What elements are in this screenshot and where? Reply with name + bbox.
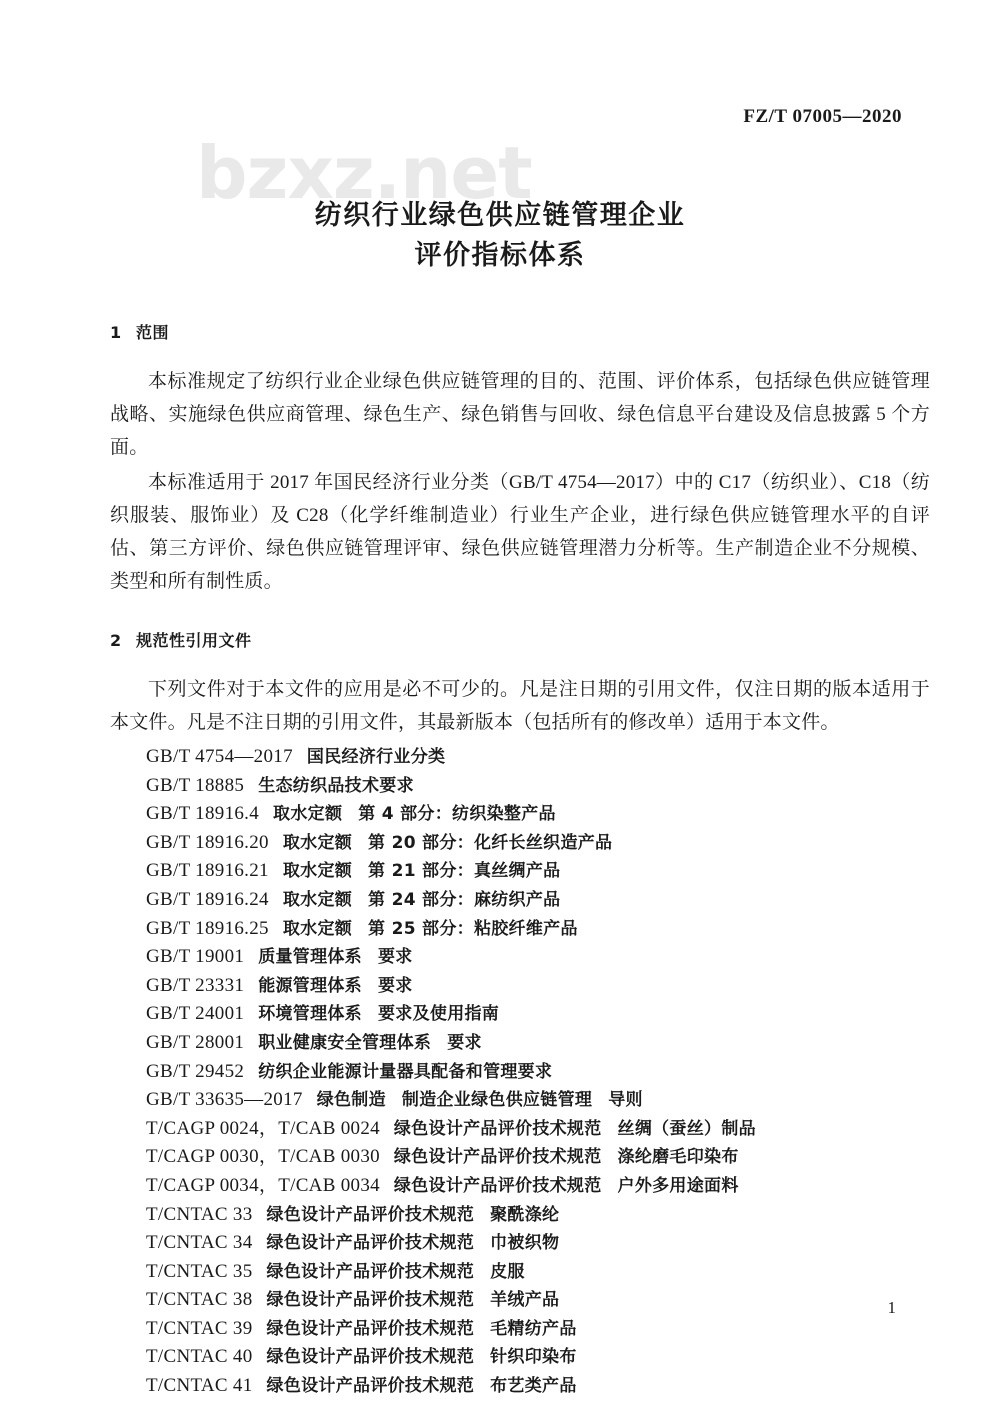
reference-code: T/CNTAC 38 [146,1289,253,1311]
reference-list-item [110,1143,930,1172]
reference-code: GB/T 29452 [146,1060,245,1082]
reference-list-item [110,1172,930,1201]
reference-list-item [110,972,930,1001]
reference-part: 制造企业绿色供应链管理 [401,1090,593,1111]
reference-title: 绿色设计产品评价技术规范 [266,1376,475,1397]
reference-list-item [110,829,930,858]
reference-part: 第 25 部分：粘胶纤维产品 [368,918,578,939]
reference-part: 羊绒产品 [490,1290,560,1311]
reference-code: GB/T 28001 [146,1031,245,1053]
reference-title: 绿色设计产品评价技术规范 [393,1175,602,1196]
section-2-paragraph-1: 下列文件对于本文件的应用是必不可少的。凡是注日期的引用文件，仅注日期的版本适用于本文件。凡是不注日期的引用文件，其最新版本（包括所有的修改单）适用于本文件。 [110,679,930,733]
page-number: 1 [887,1298,896,1317]
document-title [0,196,1000,276]
reference-title: 取水定额 [282,832,353,853]
reference-title: 环境管理体系 [258,1004,362,1025]
reference-code: GB/T 19001 [146,946,245,968]
reference-part: 要求 [447,1032,482,1053]
reference-list-item [110,1086,930,1115]
reference-part: 要求 [378,975,413,996]
normative-reference-list [110,743,930,1401]
reference-list-item [110,1058,930,1087]
section-1-heading [110,320,930,343]
reference-list-item [110,800,930,829]
document-title-line-2: 评价指标体系 [414,240,586,271]
reference-code: T/CNTAC 35 [146,1260,253,1282]
reference-code: GB/T 4754—2017 [146,746,293,767]
reference-part: 巾被织物 [490,1233,560,1254]
reference-code: T/CNTAC 40 [146,1346,253,1368]
reference-code: GB/T 18916.25 [146,917,269,939]
section-2-number: 2 [110,631,122,650]
reference-code: T/CNTAC 41 [146,1375,253,1397]
reference-part: 要求 [378,947,413,968]
reference-code: GB/T 18916.24 [146,888,269,910]
reference-list-item [110,857,930,886]
reference-part: 针织印染布 [490,1347,577,1368]
reference-title: 取水定额 [282,861,353,882]
reference-list-item [110,772,930,801]
reference-title: 绿色设计产品评价技术规范 [266,1318,475,1339]
section-1-paragraph-2: 本标准适用于 2017 年国民经济行业分类（GB/T 4754—2017）中的 C17（纺织业）、C18（纺织服装、服饰业）及 C28（化学纤维制造业）行业生产企业，进行绿色供应链管理水平的自评估、第三方评价、绿色供应链管理评审、绿色供应链管理潜力分析等。生产制造企业不分规模、类型和所有制性质。 [110,472,930,592]
section-2-title: 规范性引用文件 [136,631,252,650]
reference-part: 毛精纺产品 [490,1318,577,1339]
reference-list-item [110,1286,930,1315]
reference-list-item [110,1029,930,1058]
reference-title: 绿色设计产品评价技术规范 [393,1118,602,1139]
reference-list-item [110,1115,930,1144]
section-scope [110,320,930,598]
reference-code: T/CNTAC 33 [146,1203,253,1225]
reference-subtitle: 导则 [608,1090,643,1111]
reference-list-item [110,1229,930,1258]
reference-list-item [110,1372,930,1401]
reference-code: GB/T 18885 [146,774,245,796]
reference-code: GB/T 23331 [146,974,245,996]
reference-list-item [110,1201,930,1230]
reference-code: T/CNTAC 39 [146,1317,253,1339]
reference-title: 绿色制造 [316,1090,386,1111]
reference-part: 户外多用途面料 [617,1175,739,1196]
reference-part: 第 21 部分：真丝绸产品 [368,861,561,882]
reference-code: GB/T 18916.4 [146,803,260,825]
reference-title: 绿色设计产品评价技术规范 [266,1261,475,1282]
document-title-line-1: 纺织行业绿色供应链管理企业 [314,200,686,231]
reference-code: T/CAGP 0034，T/CAB 0034 [146,1174,380,1196]
reference-list-item [110,1343,930,1372]
reference-title: 取水定额 [282,889,353,910]
reference-title: 绿色设计产品评价技术规范 [266,1290,475,1311]
section-1-number: 1 [110,323,122,342]
reference-list-item [110,743,930,772]
reference-code: GB/T 18916.20 [146,831,269,853]
reference-list-item [110,886,930,915]
reference-title: 质量管理体系 [258,947,362,968]
reference-code: T/CAGP 0030，T/CAB 0030 [146,1146,380,1168]
section-1-title: 范围 [136,323,170,342]
reference-title: 纺织企业能源计量器具配备和管理要求 [258,1061,553,1082]
reference-title: 职业健康安全管理体系 [258,1032,432,1053]
reference-title: 取水定额 [273,804,343,825]
section-1-paragraph-1: 本标准规定了纺织行业企业绿色供应链管理的目的、范围、评价体系，包括绿色供应链管理战略、实施绿色供应商管理、绿色生产、绿色销售与回收、绿色信息平台建设及信息披露 5 个方面。 [110,371,930,458]
reference-code: GB/T 33635—2017 [146,1089,303,1111]
reference-list-item [110,1000,930,1029]
reference-part: 聚酰涤纶 [490,1204,560,1225]
reference-title: 绿色设计产品评价技术规范 [266,1347,475,1368]
reference-code: GB/T 18916.21 [146,860,269,882]
reference-list-item [110,1315,930,1344]
reference-title: 绿色设计产品评价技术规范 [266,1204,475,1225]
reference-list-item [110,943,930,972]
reference-part: 第 4 部分：纺织染整产品 [358,804,556,825]
section-2-heading [110,628,930,651]
document-body [110,320,930,1401]
reference-list-item [110,1258,930,1287]
reference-code: T/CNTAC 34 [146,1232,253,1254]
reference-part: 丝绸（蚕丝）制品 [617,1118,756,1139]
reference-part: 布艺类产品 [490,1376,577,1397]
reference-part: 要求及使用指南 [378,1004,500,1025]
reference-title: 生态纺织品技术要求 [258,775,414,796]
reference-title: 国民经济行业分类 [306,747,446,767]
reference-title: 取水定额 [282,918,353,939]
standard-number-header: FZ/T 07005—2020 [743,106,902,127]
reference-code: GB/T 24001 [146,1003,245,1025]
reference-title: 绿色设计产品评价技术规范 [393,1147,602,1168]
reference-list-item [110,915,930,944]
watermark-text: bzxz.net [196,131,532,215]
reference-title: 绿色设计产品评价技术规范 [266,1233,475,1254]
reference-part: 涤纶磨毛印染布 [617,1147,739,1168]
reference-part: 皮服 [490,1261,525,1282]
section-normative-references [110,628,930,1401]
reference-part: 第 20 部分：化纤长丝织造产品 [368,832,613,853]
reference-code: T/CAGP 0024，T/CAB 0024 [146,1117,380,1139]
reference-part: 第 24 部分：麻纺织产品 [368,889,561,910]
reference-title: 能源管理体系 [258,975,362,996]
